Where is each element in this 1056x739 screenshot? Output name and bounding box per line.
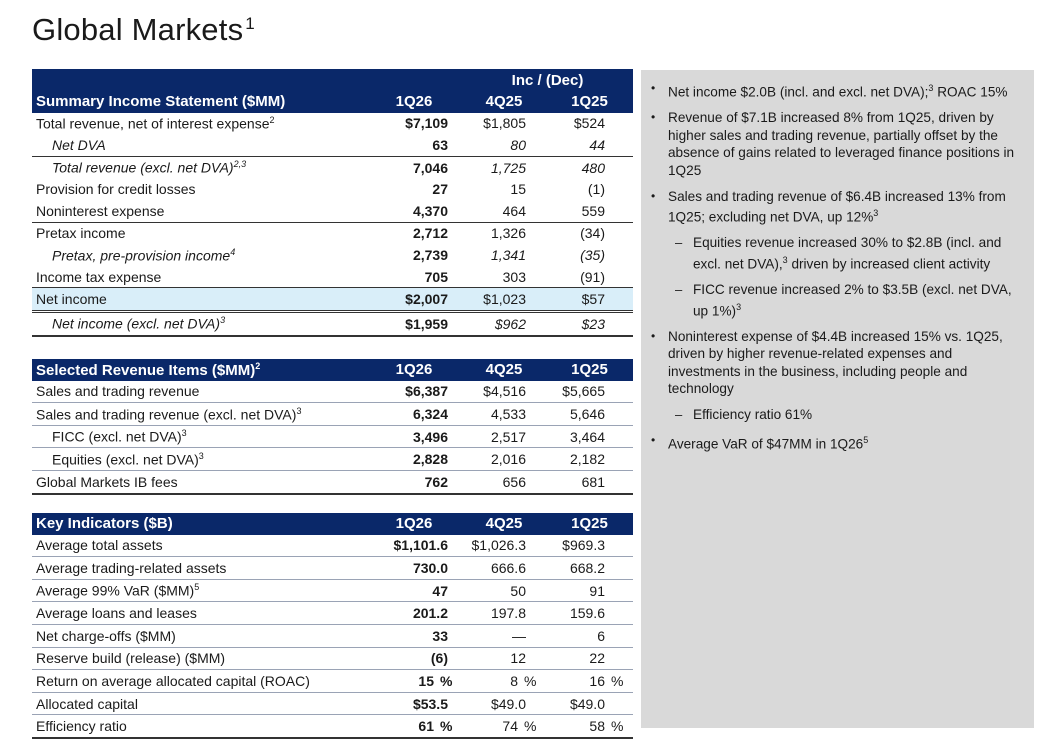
cell-value: 74 % bbox=[462, 715, 546, 738]
row-label: Provision for credit losses bbox=[36, 181, 196, 198]
cell-value: $6,387 bbox=[350, 381, 462, 403]
table-row bbox=[32, 288, 633, 312]
cell-value: $969.3 bbox=[546, 535, 633, 557]
cell-value: 303 bbox=[462, 266, 546, 288]
table-row bbox=[32, 692, 633, 715]
cell-value: 1,326 bbox=[490, 225, 526, 242]
table-row bbox=[32, 403, 633, 426]
table-row bbox=[32, 134, 633, 156]
row-label: Net income bbox=[32, 288, 350, 312]
cell-value: 2,517 bbox=[462, 425, 546, 448]
row-label: Average loans and leases bbox=[32, 602, 350, 625]
cell-value: (1) bbox=[587, 181, 605, 198]
summary-header-row bbox=[32, 91, 633, 113]
col-header: 4Q25 bbox=[462, 513, 546, 535]
col-header: 1Q26 bbox=[350, 513, 462, 535]
row-label: Global Markets IB fees bbox=[32, 470, 350, 493]
table-row bbox=[32, 602, 633, 625]
row-label: Efficiency ratio bbox=[32, 715, 350, 738]
cell-value: 668.2 bbox=[546, 557, 633, 580]
cell-value: 44 bbox=[546, 134, 633, 156]
row-label: Sales and trading revenue bbox=[32, 381, 350, 403]
commentary-panel bbox=[641, 70, 1034, 728]
sub-bullet: – Equities revenue increased 30% to $2.8B (incl. and excl. net DVA),$^3$ driven by increased client activity bbox=[651, 234, 1020, 273]
cell-value: 80 bbox=[462, 134, 546, 156]
cell-value: 4,370 bbox=[350, 200, 462, 222]
cell-value: $49.0 bbox=[546, 692, 633, 715]
table-row bbox=[32, 425, 633, 448]
bullet-item: • Sales and trading revenue of $6.4B increased 13% from 1Q25; excluding net DVA, up 12%$^3$ bbox=[651, 188, 1020, 227]
row-label: Pretax, pre-provision income$^4$ bbox=[52, 246, 236, 264]
revenue-items-table bbox=[32, 359, 633, 495]
cell-value: 8 % bbox=[462, 670, 546, 693]
cell-value: (91) bbox=[546, 266, 633, 288]
cell-value: $57 bbox=[546, 288, 633, 312]
bullet-item: • Net income $2.0B (incl. and excl. net DVA);$^3$ ROAC 15% bbox=[651, 80, 1020, 101]
cell-value: (34) bbox=[580, 225, 605, 242]
cell-value: 681 bbox=[546, 470, 633, 493]
row-label: Sales and trading revenue (excl. net DVA)$^3$ bbox=[32, 403, 350, 426]
cell-value: 50 bbox=[462, 579, 546, 602]
cell-value: 559 bbox=[546, 200, 633, 222]
row-label: Allocated capital bbox=[32, 692, 350, 715]
table-row bbox=[32, 113, 633, 135]
cell-value: 27 bbox=[432, 181, 448, 198]
cell-value: 464 bbox=[462, 200, 546, 222]
table-row bbox=[32, 557, 633, 580]
table-row bbox=[32, 624, 633, 647]
table-row bbox=[32, 448, 633, 471]
table-row bbox=[32, 266, 633, 288]
cell-value: (35) bbox=[580, 246, 605, 263]
row-label: Net income (excl. net DVA)$^3$ bbox=[32, 311, 350, 335]
cell-value: 1,725 bbox=[490, 159, 526, 176]
cell-value: 656 bbox=[462, 470, 546, 493]
cell-value: 480 bbox=[581, 159, 605, 176]
cell-value: 705 bbox=[350, 266, 462, 288]
cell-value: 3,464 bbox=[546, 425, 633, 448]
cell-value: 6,324 bbox=[350, 403, 462, 426]
row-label: Average trading-related assets bbox=[32, 557, 350, 580]
cell-value: $4,516 bbox=[462, 381, 546, 403]
cell-value: 2,712 bbox=[412, 225, 448, 242]
table-row bbox=[32, 200, 633, 222]
table-row bbox=[32, 178, 633, 200]
table-row bbox=[32, 156, 633, 178]
cell-value: 2,828 bbox=[350, 448, 462, 471]
commentary-list bbox=[641, 70, 1034, 453]
cell-value: — bbox=[462, 624, 546, 647]
cell-value: 666.6 bbox=[462, 557, 546, 580]
cell-value: 2,739 bbox=[412, 246, 448, 263]
row-label: Average 99% VaR ($MM)$^5$ bbox=[32, 579, 350, 602]
cell-value: 91 bbox=[546, 579, 633, 602]
cell-value: $7,109 bbox=[405, 115, 448, 132]
inc-dec-header-row bbox=[32, 69, 633, 91]
cell-value: 7,046 bbox=[412, 159, 448, 176]
cell-value: 47 bbox=[350, 579, 462, 602]
cell-value: $2,007 bbox=[350, 288, 462, 312]
row-label: Net DVA bbox=[32, 134, 350, 156]
cell-value: 730.0 bbox=[350, 557, 462, 580]
col-header: 1Q25 bbox=[546, 359, 633, 381]
cell-value: $5,665 bbox=[546, 381, 633, 403]
table-row bbox=[32, 647, 633, 670]
row-label: Average total assets bbox=[32, 535, 350, 557]
cell-value: 1,341 bbox=[490, 246, 526, 263]
cell-value: 5,646 bbox=[546, 403, 633, 426]
table-row bbox=[32, 311, 633, 335]
page-title: Global Markets $^1$ bbox=[32, 12, 255, 47]
cell-value: 16 % bbox=[546, 670, 633, 693]
cell-value: $1,026.3 bbox=[462, 535, 546, 557]
summary-header: Summary Income Statement ($MM) bbox=[32, 91, 350, 113]
cell-value: $23 bbox=[546, 311, 633, 335]
row-label: Total revenue (excl. net DVA)$^{2,3}$ bbox=[52, 159, 247, 176]
sub-bullet: – FICC revenue increased 2% to $3.5B (excl. net DVA, up 1%)$^3$ bbox=[651, 281, 1020, 320]
sub-bullet: – Efficiency ratio 61% bbox=[651, 406, 1020, 424]
table-row bbox=[32, 715, 633, 738]
col-header: 1Q25 bbox=[546, 91, 633, 113]
cell-value: $962 bbox=[462, 311, 546, 335]
cell-value: 33 bbox=[350, 624, 462, 647]
table-row bbox=[32, 470, 633, 493]
key-indicators-table bbox=[32, 513, 633, 739]
table-row bbox=[32, 579, 633, 602]
cell-value: 2,016 bbox=[462, 448, 546, 471]
cell-value: 58 % bbox=[546, 715, 633, 738]
row-label: Income tax expense bbox=[32, 266, 350, 288]
indicators-header: Key Indicators ($B) bbox=[32, 513, 350, 535]
cell-value: $53.5 bbox=[350, 692, 462, 715]
row-label: FICC (excl. net DVA)$^3$ bbox=[32, 425, 350, 448]
row-label: Total revenue, net of interest expense$^2$ bbox=[36, 115, 275, 132]
col-header: 1Q26 bbox=[350, 91, 462, 113]
cell-value: $1,101.6 bbox=[350, 535, 462, 557]
bullet-item: • Noninterest expense of $4.4B increased 15% vs. 1Q25, driven by higher revenue-related expenses and investments in the business, including people and technology bbox=[651, 328, 1020, 398]
row-label: Equities (excl. net DVA)$^3$ bbox=[32, 448, 350, 471]
table-row bbox=[32, 381, 633, 403]
cell-value: 15 % bbox=[350, 670, 462, 693]
row-label: Net charge-offs ($MM) bbox=[32, 624, 350, 647]
bullet-item: • Revenue of $7.1B increased 8% from 1Q25, driven by higher sales and trading revenue, partially offset by the absence of gains related to leveraged finance positions in 1Q25 bbox=[651, 109, 1020, 179]
inc-dec-label: Inc / (Dec) bbox=[462, 69, 633, 91]
cell-value: $49.0 bbox=[462, 692, 546, 715]
row-label: Reserve build (release) ($MM) bbox=[32, 647, 350, 670]
table-row bbox=[32, 222, 633, 244]
cell-value: 6 bbox=[546, 624, 633, 647]
row-label: Return on average allocated capital (ROAC) bbox=[32, 670, 350, 693]
col-header: 4Q25 bbox=[462, 91, 546, 113]
summary-income-table bbox=[32, 69, 633, 337]
cell-value: 2,182 bbox=[546, 448, 633, 471]
row-label: Noninterest expense bbox=[32, 200, 350, 222]
revenue-header: Selected Revenue Items ($MM)$^2$ bbox=[32, 359, 350, 381]
cell-value: $524 bbox=[573, 115, 605, 132]
cell-value: 12 bbox=[462, 647, 546, 670]
cell-value: 4,533 bbox=[462, 403, 546, 426]
cell-value: 22 bbox=[546, 647, 633, 670]
cell-value: 3,496 bbox=[350, 425, 462, 448]
table-row bbox=[32, 535, 633, 557]
cell-value: 201.2 bbox=[350, 602, 462, 625]
revenue-header-row bbox=[32, 359, 633, 381]
col-header: 1Q26 bbox=[350, 359, 462, 381]
table-row bbox=[32, 244, 633, 266]
cell-value: (6) bbox=[350, 647, 462, 670]
indicators-header-row bbox=[32, 513, 633, 535]
cell-value: $1,023 bbox=[462, 288, 546, 312]
col-header: 1Q25 bbox=[546, 513, 633, 535]
cell-value: 63 bbox=[350, 134, 462, 156]
bullet-item: • Average VaR of $47MM in $1Q26^5$ bbox=[651, 432, 1020, 453]
cell-value: $1,959 bbox=[350, 311, 462, 335]
cell-value: 61 % bbox=[350, 715, 462, 738]
table-row bbox=[32, 670, 633, 693]
cell-value: 762 bbox=[350, 470, 462, 493]
cell-value: 197.8 bbox=[462, 602, 546, 625]
cell-value: 15 bbox=[510, 181, 526, 198]
col-header: 4Q25 bbox=[462, 359, 546, 381]
cell-value: 159.6 bbox=[546, 602, 633, 625]
row-label: Pretax income bbox=[36, 225, 126, 242]
cell-value: $1,805 bbox=[483, 115, 526, 132]
